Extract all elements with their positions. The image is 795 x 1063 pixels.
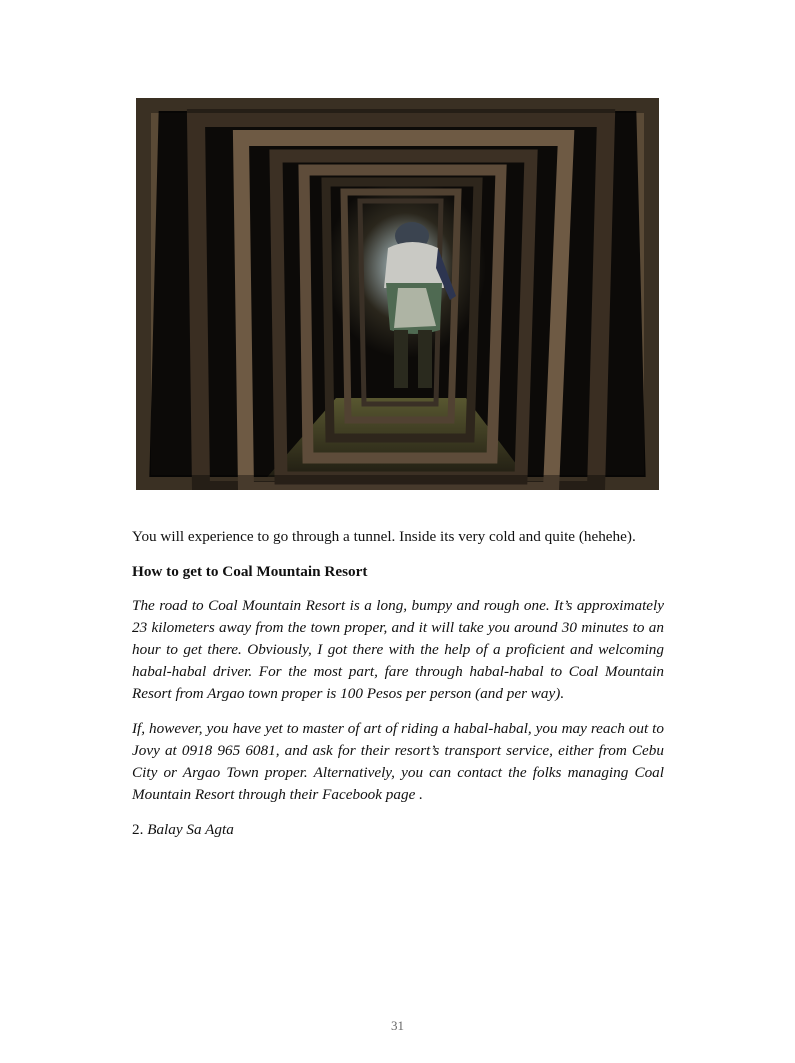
road-paragraph: The road to Coal Mountain Resort is a long, bumpy and rough one. It’s approximately 23 kilometers away from the town proper, and it will take you around 30 minutes to an hour to get there. Obviously, I got there with the help of a proficient and welcoming habal-habal driver. For the most part, fare through habal-habal to Coal Mountain Resort from Argao town proper is 100 Pesos per person (and per way). — [132, 597, 664, 702]
tunnel-photo-illustration — [136, 98, 659, 490]
section-heading: How to get to Coal Mountain Resort — [132, 563, 368, 580]
tunnel-photo — [136, 98, 659, 490]
contact-paragraph: If, however, you have yet to master of art of riding a habal-habal, you may reach out to Jovy at 0918 965 6081, and ask for their resort’s transport service, either from Cebu City or Argao Town proper. Alternatively, you can contact the folks managing Coal Mountain Resort through their Facebook page . — [132, 720, 664, 803]
list-item-label: Balay Sa Agta — [147, 821, 234, 838]
list-item — [132, 819, 664, 841]
page-number: 31 — [391, 1018, 404, 1033]
list-item-number: 2. — [132, 821, 144, 838]
body-text — [132, 526, 664, 841]
intro-paragraph: You will experience to go through a tunnel. Inside its very cold and quite (hehehe). — [132, 528, 636, 545]
